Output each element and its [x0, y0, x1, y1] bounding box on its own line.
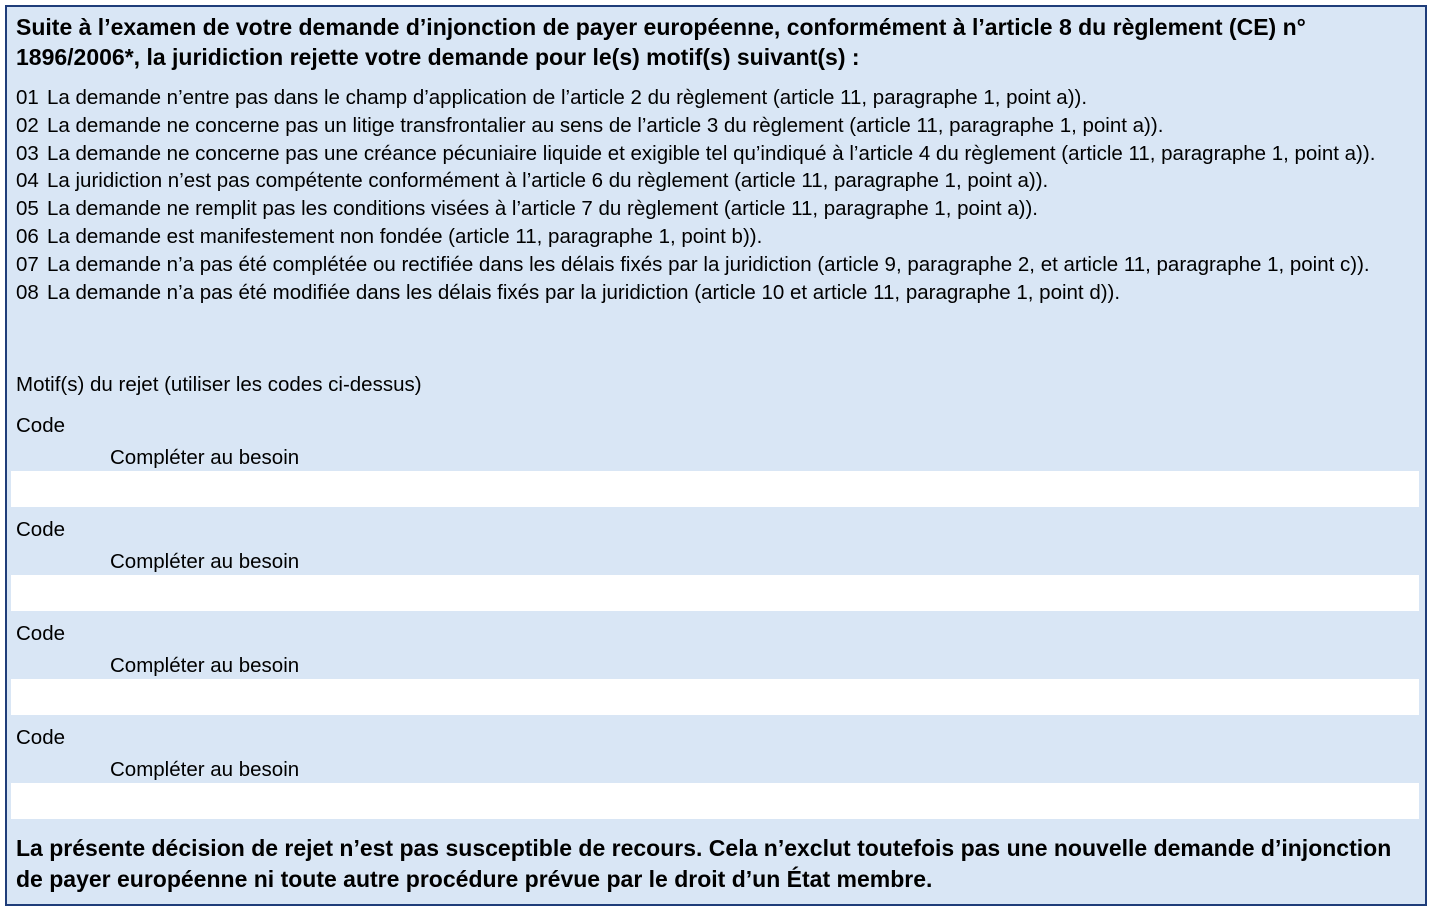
reason-text: La demande ne remplit pas les conditions visées à l’article 7 du règlement (article 11, paragraphe 1, point a)). [47, 197, 1038, 221]
reason-item [16, 223, 1411, 251]
complete-label: Compléter au besoin [110, 550, 300, 573]
reason-number: 04 [16, 169, 39, 193]
motif-label: Motif(s) du rejet (utiliser les codes ci-dessus) [16, 373, 422, 396]
complete-label: Compléter au besoin [110, 758, 300, 781]
no-appeal-notice: La présente décision de rejet n’est pas susceptible de recours. Cela n’exclut toutefois pas une nouvelle demande d’injonction de payer européenne ni toute autre procédure prévue par le droit d’un État membre. [16, 835, 1392, 892]
code-label: Code [16, 726, 66, 749]
reason-item [16, 195, 1411, 223]
code-block-1 [7, 406, 1425, 510]
code-input-3[interactable] [11, 679, 1419, 715]
reason-item [16, 279, 1411, 307]
reason-number: 08 [16, 280, 39, 304]
reason-item [16, 140, 1411, 168]
complete-label: Compléter au besoin [110, 446, 300, 469]
reason-text: La demande ne concerne pas un litige transfrontalier au sens de l’article 3 du règlement (article 11, paragraphe 1, point a)). [47, 113, 1164, 137]
reason-number: 06 [16, 224, 39, 248]
reason-number: 03 [16, 141, 39, 165]
code-label: Code [16, 518, 66, 541]
code-input-1[interactable] [11, 471, 1419, 507]
code-label: Code [16, 414, 66, 437]
rejection-form-panel [5, 5, 1427, 906]
code-input-2[interactable] [11, 575, 1419, 611]
code-input-4[interactable] [11, 783, 1419, 819]
reason-text: La demande n’a pas été modifiée dans les délais fixés par la juridiction (article 10 et article 11, paragraphe 1, point d)). [47, 280, 1121, 304]
reason-text: La juridiction n’est pas compétente conformément à l’article 6 du règlement (article 11, paragraphe 1, point a)). [47, 169, 1049, 193]
reason-text: La demande n’entre pas dans le champ d’application de l’article 2 du règlement (article 11, paragraphe 1, point a)). [47, 86, 1088, 109]
reason-item [16, 112, 1411, 140]
reason-list [16, 84, 1411, 306]
reason-text: La demande n’a pas été complétée ou rectifiée dans les délais fixés par la juridiction (article 9, paragraphe 2, et article 11, paragraphe 1, point c)). [47, 252, 1370, 276]
complete-label: Compléter au besoin [110, 654, 300, 677]
form-heading: Suite à l’examen de votre demande d’injonction de payer européenne, conformément à l’article 8 du règlement (CE) n° 1896/2006*, la juridiction rejette votre demande pour le(s) motif(s) suivant(s) : [16, 14, 1306, 70]
reason-number: 02 [16, 113, 39, 137]
reason-item [16, 84, 1411, 112]
reason-number: 01 [16, 86, 39, 109]
code-block-3 [7, 614, 1425, 718]
reason-text: La demande ne concerne pas une créance pécuniaire liquide et exigible tel qu’indiqué à l’article 4 du règlement (article 11, paragraphe 1, point a)). [47, 141, 1376, 165]
reason-item [16, 167, 1411, 195]
reason-number: 07 [16, 252, 39, 276]
reason-number: 05 [16, 197, 39, 221]
code-block-4 [7, 718, 1425, 822]
reason-text: La demande est manifestement non fondée (article 11, paragraphe 1, point b)). [47, 224, 763, 248]
reason-item [16, 251, 1411, 279]
code-label: Code [16, 622, 66, 645]
code-block-2 [7, 510, 1425, 614]
